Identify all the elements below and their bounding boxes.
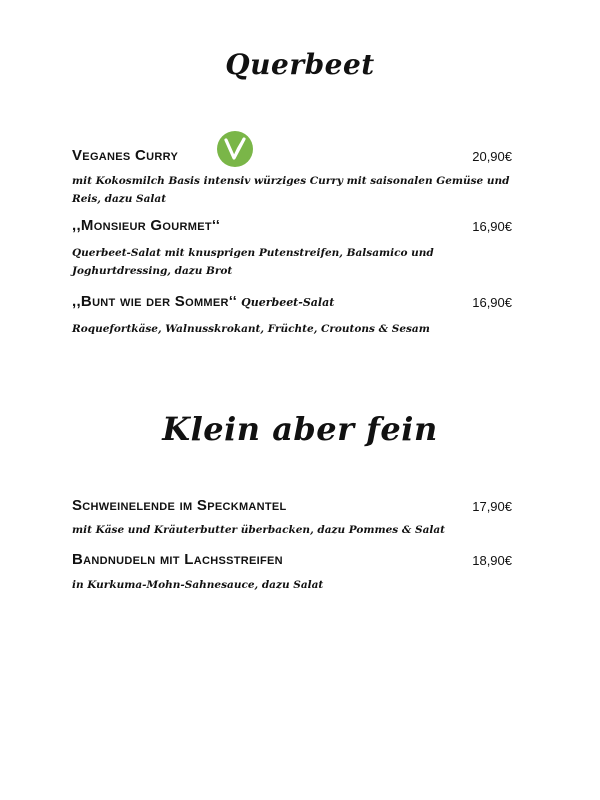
dish-name: ,,Monsieur Gourmet‘‘ [72, 217, 221, 234]
dish-price: 20,90€ [472, 149, 512, 164]
dish-price: 16,90€ [472, 219, 512, 234]
dish-description: Roquefortkäse, Walnusskrokant, Früchte, Croutons & Sesam [72, 323, 430, 335]
dish-description: Querbeet-Salat mit knusprigen Putenstreifen, Balsamico und Joghurtdressing, dazu Brot [72, 247, 434, 277]
dish-name: Bandnudeln mit Lachsstreifen [72, 551, 283, 568]
dish-price: 18,90€ [472, 553, 512, 568]
dish-description: mit Kokosmilch Basis intensiv würziges Curry mit saisonalen Gemüse und Reis, dazu Salat [72, 175, 510, 205]
section-title-klein-aber-fein: Klein aber fein [162, 410, 438, 448]
menu-item-bunt-wie-der-sommer [72, 288, 512, 312]
vegan-leaf-icon [216, 130, 254, 168]
menu-item-monsieur-gourmet [72, 212, 512, 236]
dish-description: mit Käse und Kräuterbutter überbacken, dazu Pommes & Salat [72, 524, 446, 536]
menu-item-schweinelende [72, 492, 512, 516]
dish-name: Veganes Curry [72, 147, 179, 164]
dish-name-group [72, 293, 334, 310]
menu-item-veganes-curry [72, 142, 512, 166]
menu-item-bandnudeln [72, 546, 512, 570]
dish-description: in Kurkuma-Mohn-Sahnesauce, dazu Salat [72, 579, 324, 591]
dish-name: ,,Bunt wie der Sommer‘‘ [72, 293, 238, 310]
dish-subtitle: Querbeet-Salat [241, 296, 335, 309]
dish-name: Schweinelende im Speckmantel [72, 497, 287, 514]
dish-price: 16,90€ [472, 295, 512, 310]
section-title-querbeet: Querbeet [225, 48, 375, 81]
dish-price: 17,90€ [472, 499, 512, 514]
